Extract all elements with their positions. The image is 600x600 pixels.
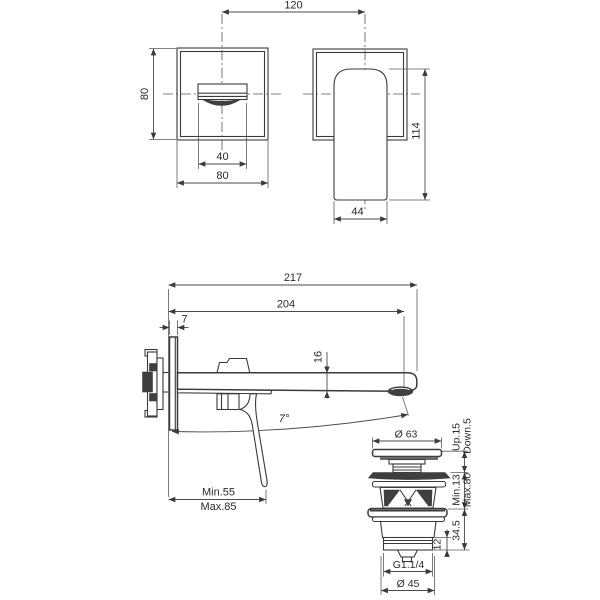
dim-wall-max-label: Max.85 <box>200 501 237 513</box>
dim-wall-min-label: Min.55 <box>201 486 236 499</box>
dim-body-height-label: 34.5 <box>450 520 463 541</box>
dim-min-depth-label: Min.13 <box>450 474 463 506</box>
dim-spout-angle-label: 7° <box>278 413 290 425</box>
drain-strainer <box>380 488 436 509</box>
dim-cap-diameter-label: Ø 63 <box>394 428 418 441</box>
spout-plate-front-view <box>163 14 281 152</box>
dim-handle-width-label: 44 <box>351 206 364 218</box>
dim-spout-width-label: 40 <box>216 151 229 163</box>
dim-thread-size-label: G1.1/4 <box>392 559 425 571</box>
dim-spout-reach-label: 204 <box>276 298 296 311</box>
drain-cap <box>373 450 442 457</box>
spout-side <box>178 359 417 396</box>
dim-spout-tip-height-label: 16 <box>312 350 325 364</box>
dim-total-depth-label: 217 <box>283 272 303 284</box>
dim-up-travel-label: Up.15 <box>450 422 463 452</box>
dim-handle-height-label: 114 <box>410 122 423 140</box>
dim-plate-thickness-label: 7 <box>181 313 188 326</box>
handle-front-view <box>303 14 420 212</box>
dim-lock-section-label: 12 <box>431 538 444 551</box>
handle-lever-side <box>217 394 267 487</box>
dim-plate-height-label: 80 <box>139 87 151 101</box>
dim-hole-diameter-label: Ø 45 <box>396 578 420 590</box>
drain-upper-flange <box>369 473 451 480</box>
faucet-side-view <box>143 337 417 487</box>
dim-spacing-label: 120 <box>284 0 303 12</box>
in-wall-valve-body <box>143 350 170 418</box>
dim-plate-width-label: 80 <box>216 170 229 182</box>
dim-max-depth-label: Max.80 <box>461 472 474 508</box>
dim-down-travel-label: Down.5 <box>461 418 474 454</box>
wall-plate-side <box>170 337 178 430</box>
spout-outlet-front <box>198 84 247 105</box>
